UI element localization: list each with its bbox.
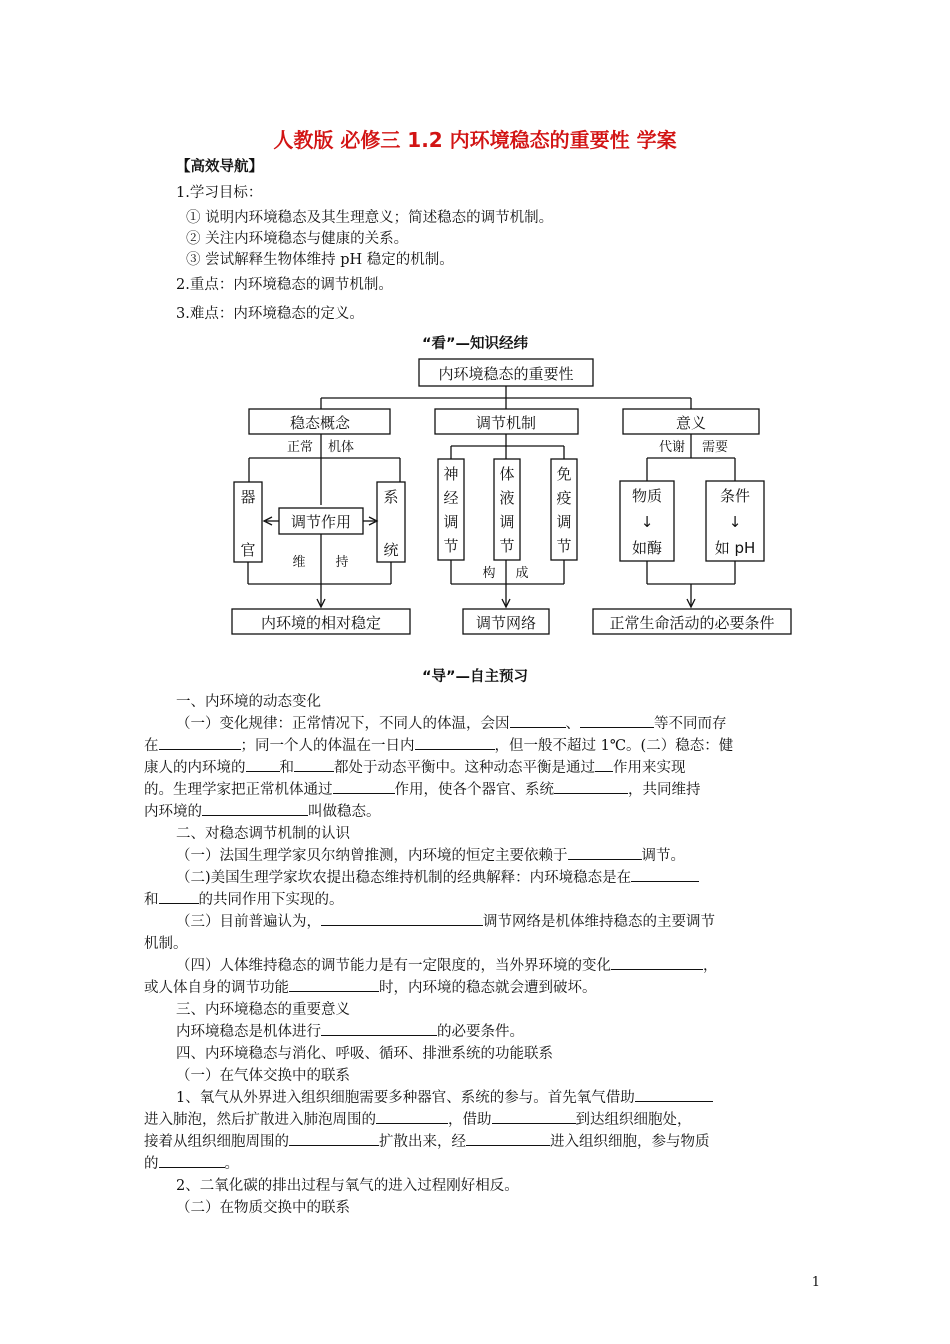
blank-field[interactable]	[492, 1109, 576, 1124]
label-organ-1: 器	[240, 488, 256, 506]
key-point: 2.重点：内环境稳态的调节机制。	[176, 277, 393, 293]
arrow-down-icon: ↓	[640, 513, 654, 531]
text-line: 1、氧气从外界进入组织细胞需要多种器官、系统的参与。首先氧气借助	[176, 1086, 713, 1107]
blank-field[interactable]	[466, 1131, 550, 1146]
difficulty: 3.难点：内环境稳态的定义。	[176, 306, 364, 322]
text-line: 2、二氧化碳的排出过程与氧气的进入过程刚好相反。	[176, 1178, 519, 1194]
text-line: （二）在物质交换中的联系	[176, 1200, 350, 1216]
text-line: 四、内环境稳态与消化、呼吸、循环、排泄系统的功能联系	[176, 1046, 553, 1062]
immune-char: 调	[556, 513, 572, 531]
blank-field[interactable]	[510, 713, 566, 728]
label-maintain-2: 持	[335, 555, 349, 570]
text-line: （二)美国生理学家坎农提出稳态维持机制的经典解释：内环境稳态是在	[176, 866, 699, 887]
text-line: 在 ；同一个人的体温在一日内 ，但一般不超过 1℃。(二）稳态：健	[144, 734, 733, 755]
branch-significance: 意义	[675, 414, 707, 432]
goal-item: ③ 尝试解释生物体维持 pH 稳定的机制。	[186, 252, 454, 268]
text-line: （三）目前普遍认为， 调节网络是机体维持稳态的主要调节	[176, 910, 715, 931]
blank-field[interactable]	[246, 757, 280, 772]
blank-field[interactable]	[321, 911, 483, 926]
label-maintain-1: 维	[292, 555, 306, 570]
fluid-char: 调	[499, 513, 515, 531]
label-system-1: 系	[383, 488, 399, 506]
text-line: 和 的共同作用下实现的。	[144, 888, 344, 909]
text-line: 的。生理学家把正常机体通过 作用，使各个器官、系统 ，共同维持	[144, 778, 701, 799]
text-line: （一）法国生理学家贝尔纳曾推测，内环境的恒定主要依赖于 调节。	[176, 844, 685, 865]
text-line: 二、对稳态调节机制的认识	[176, 826, 350, 842]
label-normal: 正常	[286, 440, 314, 455]
section-guide-heading: “导”—自主预习	[421, 669, 529, 685]
fluid-char: 液	[499, 489, 515, 507]
blank-field[interactable]	[635, 1087, 713, 1102]
text-line: （一）变化规律：正常情况下，不同人的体温，会因 、 等不同而存	[176, 712, 727, 733]
fluid-char: 体	[499, 465, 515, 483]
result-network: 调节网络	[475, 614, 537, 632]
blank-field[interactable]	[568, 845, 642, 860]
blank-field[interactable]	[611, 955, 703, 970]
blank-field[interactable]	[595, 757, 613, 772]
diagram-root-box	[419, 359, 593, 386]
blank-field[interactable]	[333, 779, 395, 794]
text-line: 进入肺泡，然后扩散进入肺泡周围的 ，借助 到达组织细胞处，	[144, 1108, 692, 1129]
immune-char: 免	[556, 465, 572, 483]
text-line: 内环境的 叫做稳态。	[144, 800, 381, 821]
text-line: （一）在气体交换中的联系	[176, 1068, 350, 1084]
blank-field[interactable]	[289, 977, 379, 992]
page-title: 人教版 必修三 1.2 内环境稳态的重要性 学案	[273, 128, 677, 152]
immune-char: 节	[556, 537, 572, 555]
label-form-1: 构	[482, 566, 496, 581]
blank-field[interactable]	[554, 779, 628, 794]
blank-field[interactable]	[159, 735, 241, 750]
text-line: 或人体自身的调节功能 时，内环境的稳态就会遭到破坏。	[144, 976, 597, 997]
nerve-char: 经	[443, 489, 459, 507]
goals-heading: 1.学习目标：	[176, 185, 263, 201]
blank-field[interactable]	[294, 757, 334, 772]
nav-heading: 【高效导航】	[176, 159, 263, 175]
blank-field[interactable]	[415, 735, 495, 750]
text-line: 的 。	[144, 1152, 239, 1173]
section-look-heading: “看”—知识经纬	[421, 336, 529, 352]
goal-item: ② 关注内环境稳态与健康的关系。	[186, 231, 409, 247]
result-condition: 正常生命活动的必要条件	[609, 614, 775, 632]
label-condition: 条件	[719, 487, 751, 505]
nerve-char: 节	[443, 537, 459, 555]
blank-field[interactable]	[159, 1153, 225, 1168]
fluid-char: 节	[499, 537, 515, 555]
blank-field[interactable]	[580, 713, 654, 728]
blank-field[interactable]	[202, 801, 308, 816]
nerve-char: 神	[443, 465, 459, 483]
branch-concept: 稳态概念	[289, 414, 351, 432]
label-system-2: 统	[383, 541, 399, 559]
label-metabolism: 代谢	[658, 440, 686, 455]
blank-field[interactable]	[289, 1131, 379, 1146]
text-line: 一、内环境的动态变化	[176, 694, 321, 710]
result-stability: 内环境的相对稳定	[260, 614, 382, 632]
label-organ-2: 官	[240, 541, 256, 559]
label-ph: 如 pH	[714, 539, 756, 557]
text-line: 康人的内环境的 和 都处于动态平衡中。这种动态平衡是通过 作用来实现	[144, 756, 686, 777]
label-body: 机体	[327, 440, 355, 455]
label-enzyme: 如酶	[631, 539, 663, 557]
immune-char: 疫	[556, 489, 572, 507]
text-line: （四）人体维持稳态的调节能力是有一定限度的，当外界环境的变化 ，	[176, 954, 718, 975]
text-line: 接着从组织细胞周围的 扩散出来，经 进入组织细胞，参与物质	[144, 1130, 710, 1151]
goal-item: ① 说明内环境稳态及其生理意义；简述稳态的调节机制。	[186, 210, 554, 226]
label-substance: 物质	[631, 487, 663, 505]
blank-field[interactable]	[159, 889, 199, 904]
blank-field[interactable]	[376, 1109, 448, 1124]
text-line: 三、内环境稳态的重要意义	[176, 1002, 350, 1018]
blank-field[interactable]	[631, 867, 699, 882]
arrow-down-icon: ↓	[728, 513, 742, 531]
label-need: 需要	[701, 440, 729, 455]
page-number: 1	[811, 1275, 820, 1290]
label-form-2: 成	[515, 566, 529, 581]
branch-mechanism: 调节机制	[475, 414, 537, 432]
text-line: 机制。	[144, 936, 188, 952]
diagram-root: 内环境稳态的重要性	[438, 365, 574, 383]
text-line: 内环境稳态是机体进行 的必要条件。	[176, 1020, 524, 1041]
blank-field[interactable]	[321, 1021, 437, 1036]
nerve-char: 调	[443, 513, 459, 531]
label-regulation: 调节作用	[290, 513, 352, 531]
